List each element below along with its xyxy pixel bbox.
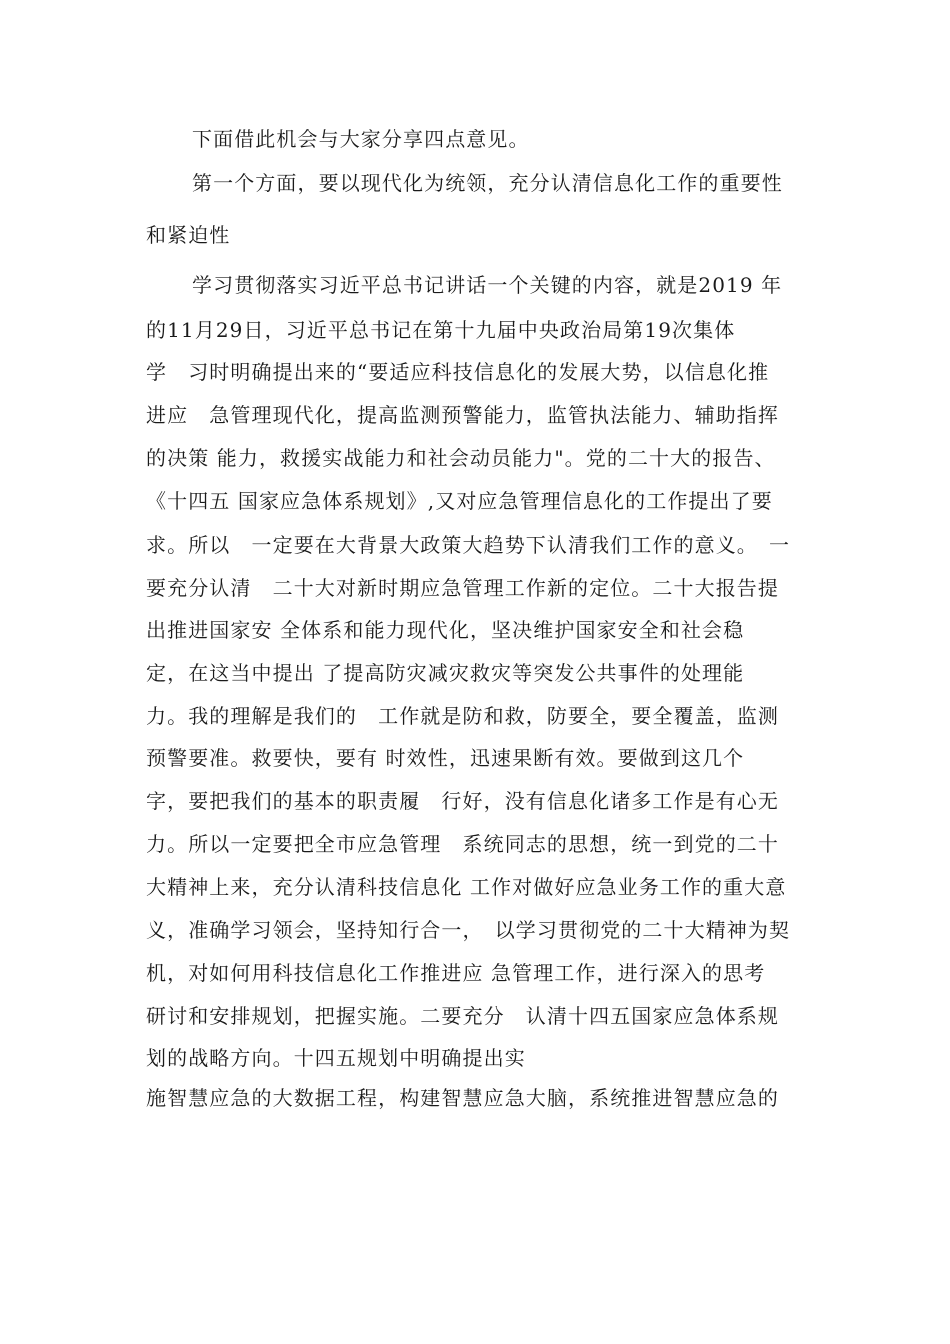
paragraph-line: 研讨和安排规划，把握实施。二要充分 认清十四五国家应急体系规 — [146, 1004, 779, 1028]
paragraph-line: 机，对如何用科技信息化工作推进应 急管理工作，进行深入的思考 — [146, 961, 766, 985]
paragraph-line: 下面借此机会与大家分享四点意见。 — [192, 127, 530, 151]
paragraph-line: 要充分认清 二十大对新时期应急管理工作新的定位。二十大报告提 — [146, 576, 779, 600]
paragraph-line: 学习贯彻落实习近平总书记讲话一个关键的内容，就是2019 年 — [192, 273, 783, 297]
heading-line: 和紧迫性 — [146, 223, 231, 247]
paragraph-line: 划的战略方向。十四五规划中明确提出实 — [146, 1046, 526, 1070]
paragraph-line: 字，要把我们的基本的职责履 行好，没有信息化诸多工作是有心无 — [146, 789, 779, 813]
paragraph-line: 定，在这当中提出 了提高防灾减灾救灾等突发公共事件的处理能 — [146, 661, 745, 685]
paragraph-line: 求。所以 一定要在大背景大政策大趋势下认清我们工作的意义。 一 — [146, 533, 791, 557]
heading-line: 第一个方面，要以现代化为统领，充分认清信息化工作的重要性 — [192, 171, 783, 195]
paragraph-line: 的11月29日，习近平总书记在第十九届中央政治局第19次集体 — [146, 318, 736, 342]
paragraph-line: 《十四五 国家应急体系规划》,又对应急管理信息化的工作提出了要 — [146, 489, 773, 513]
paragraph-line: 进应 急管理现代化，提高监测预警能力，监管执法能力、辅助指挥 — [146, 403, 779, 427]
paragraph-line: 义，准确学习领会，坚持知行合一， 以学习贯彻党的二十大精神为契 — [146, 918, 791, 942]
paragraph-line: 力。我的理解是我们的 工作就是防和救，防要全，要全覆盖，监测 — [146, 704, 779, 728]
paragraph-line: 学 习时明确提出来的“要适应科技信息化的发展大势，以信息化推 — [146, 360, 770, 384]
paragraph-line: 的决策 能力，救援实战能力和社会动员能力"。党的二十大的报告、 — [146, 446, 776, 470]
paragraph-line: 出推进国家安 全体系和能力现代化，坚决维护国家安全和社会稳 — [146, 618, 745, 642]
paragraph-line: 力。所以一定要把全市应急管理 系统同志的思想，统一到党的二十 — [146, 832, 779, 856]
paragraph-line: 预警要准。救要快，要有 时效性，迅速果断有效。要做到这几个 — [146, 746, 745, 770]
paragraph-line: 大精神上来，充分认清科技信息化 工作对做好应急业务工作的重大意 — [146, 875, 787, 899]
paragraph-line: 施智慧应急的大数据工程，构建智慧应急大脑，系统推进智慧应急的 — [146, 1086, 779, 1110]
